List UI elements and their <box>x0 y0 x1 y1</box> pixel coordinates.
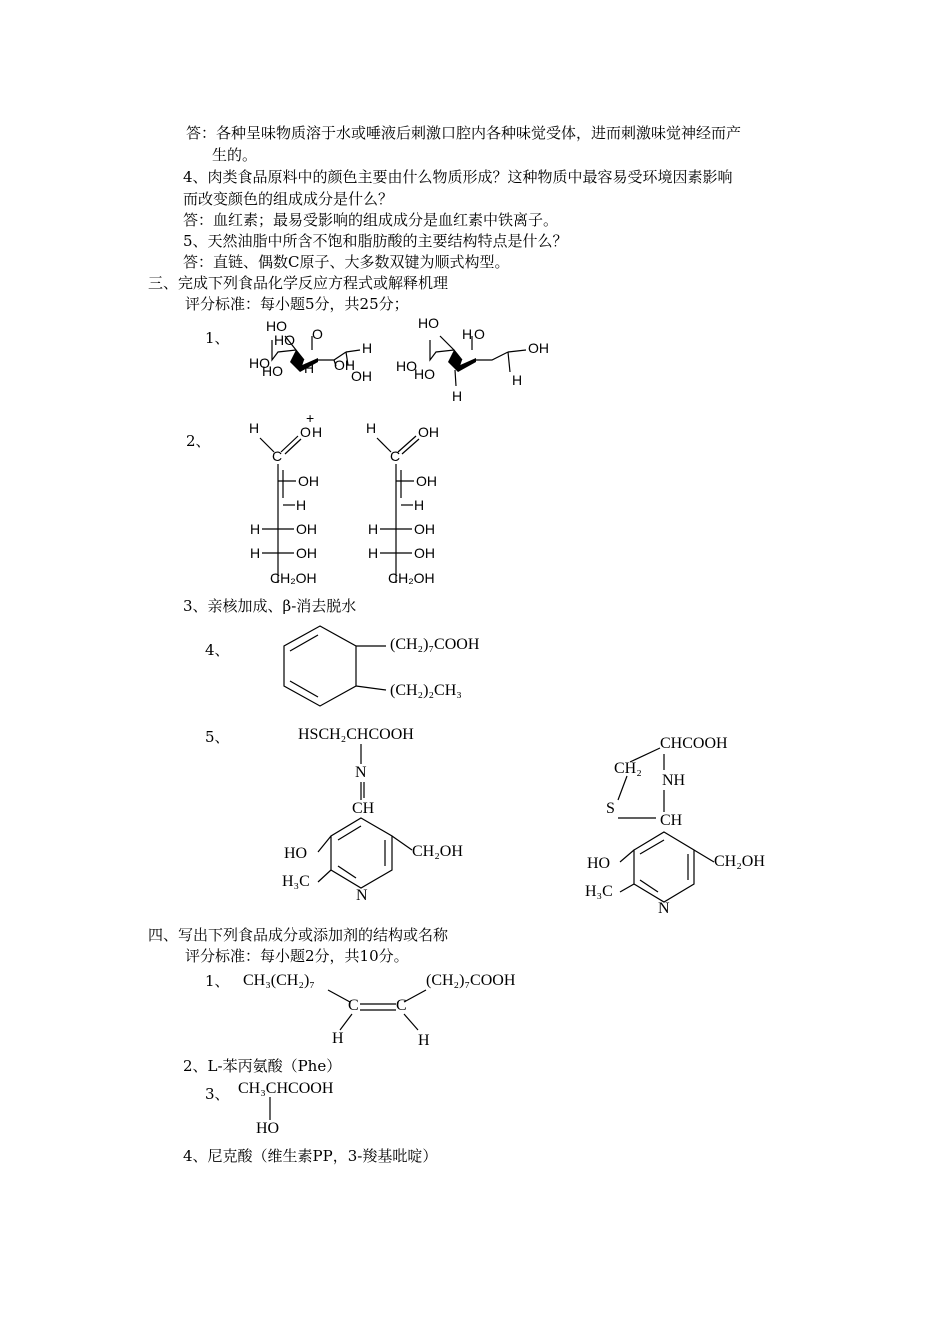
schiff-ring-n: N <box>356 887 368 904</box>
chain-a-oh4: OH <box>296 545 317 561</box>
thz-ch: CH <box>660 812 683 829</box>
sugar-b-h2: H <box>512 372 523 388</box>
section-3-score: 评分标准：每小题5分，共25分； <box>185 295 409 313</box>
sugar-b-oh1: OH <box>528 340 549 356</box>
section-4-score: 评分标准：每小题2分，共10分。 <box>185 947 409 965</box>
chain-b-ch2oh: CH₂OH <box>388 570 435 586</box>
chain-a-oh2: OH <box>298 473 319 489</box>
oleic-left: CH₃(CH₂)₇ <box>243 972 315 989</box>
answer-3-line2: 生的。 <box>212 146 258 164</box>
item-4-3-number: 3、 <box>205 1085 230 1103</box>
chain-a-ch2oh: CH₂OH <box>270 570 317 586</box>
sugar-a-h2: H <box>304 360 315 376</box>
sugar-a-o: O <box>312 326 323 342</box>
sugar-b-h1: H <box>462 326 473 342</box>
chain-b-h4: H <box>368 545 379 561</box>
question-4-line1: 4、肉类食品原料中的颜色主要由什么物质形成？这种物质中最容易受环境因素影响 <box>183 168 733 186</box>
chain-b-oh: OH <box>418 424 439 440</box>
chain-a-h2: H <box>296 497 307 513</box>
sugar-a-ho4: HO <box>262 363 283 379</box>
item-3-2-number: 2、 <box>186 432 211 450</box>
sugar-a-oh1: OH <box>334 357 355 373</box>
chain-b-h3: H <box>368 521 379 537</box>
schiff-h3c: H₃C <box>282 873 310 890</box>
schiff-ch: CH <box>352 800 375 817</box>
schiff-top: HSCH₂CHCOOH <box>298 726 414 743</box>
answer-4: 答：血红素；最易受影响的组成成分是血红素中铁离子。 <box>183 211 559 229</box>
oleic-h1: H <box>332 1030 344 1047</box>
chain-a-h: H <box>249 420 260 436</box>
sugar-a-oh2: OH <box>351 368 372 384</box>
chain-b-h: H <box>366 420 377 436</box>
thz-nh: NH <box>662 772 686 789</box>
item-4-4: 4、尼克酸（维生素PP，3-羧基吡啶） <box>183 1147 438 1165</box>
sugar-b-h3: H <box>452 388 463 404</box>
lactic-ho: HO <box>256 1120 280 1137</box>
thz-ring-n: N <box>658 900 670 917</box>
diene-sub1: (CH₂)₇COOH <box>390 636 480 653</box>
schiff-n: N <box>355 764 367 781</box>
oleic-c2: C <box>396 997 407 1014</box>
item-3-3: 3、亲核加成、β-消去脱水 <box>183 597 357 615</box>
chain-a-h3: H <box>250 521 261 537</box>
item-3-4-number: 4、 <box>205 641 230 659</box>
section-3-heading: 三、完成下列食品化学反应方程式或解释机理 <box>148 274 449 292</box>
thz-ch2: CH₂ <box>614 760 642 777</box>
thz-ch2oh: CH₂OH <box>714 853 765 870</box>
oleic-h2: H <box>418 1032 430 1049</box>
answer-5: 答：直链、偶数C原子、大多数双键为顺式构型。 <box>183 253 510 271</box>
sugar-a-ho2: HO <box>274 332 295 348</box>
thz-ho: HO <box>587 855 611 872</box>
answer-3-line1: 答：各种呈味物质溶于水或唾液后刺激口腔内各种味觉受体，进而刺激味觉神经而产 <box>186 124 742 142</box>
sugar-a-ho3: HO <box>249 355 270 371</box>
thz-chcooh: CHCOOH <box>660 735 728 752</box>
diene-sub2: (CH₂)₂CH₃ <box>390 682 462 699</box>
section-4-heading: 四、写出下列食品成分或添加剂的结构或名称 <box>148 926 449 944</box>
sugar-b-ho3: HO <box>414 366 435 382</box>
sugar-a-ho1: HO <box>266 318 287 334</box>
oleic-c1: C <box>348 997 359 1014</box>
schiff-ch2oh: CH₂OH <box>412 843 463 860</box>
chain-a-top-h: H <box>312 424 323 440</box>
chain-b-oh3: OH <box>414 521 435 537</box>
sugar-a-h1: H <box>362 340 373 356</box>
chain-b-oh2: OH <box>416 473 437 489</box>
sugar-b-ho1: HO <box>418 315 439 331</box>
oleic-right: (CH₂)₇COOH <box>426 972 516 989</box>
chain-b-oh4: OH <box>414 545 435 561</box>
thz-h3c: H₃C <box>585 883 613 900</box>
chain-b-h2: H <box>414 497 425 513</box>
chain-a-o: O <box>300 424 311 440</box>
question-5: 5、天然油脂中所含不饱和脂肪酸的主要结构特点是什么？ <box>183 232 568 250</box>
item-3-1-number: 1、 <box>205 329 230 347</box>
question-4-line2: 而改变颜色的组成成分是什么？ <box>183 190 394 208</box>
thz-s: S <box>606 800 615 817</box>
item-4-1-number: 1、 <box>205 972 230 990</box>
sugar-b-ho2: HO <box>396 358 417 374</box>
lactic-top: CH₃CHCOOH <box>238 1080 334 1097</box>
schiff-ho: HO <box>284 845 308 862</box>
chain-a-c: C <box>272 448 283 464</box>
chain-a-h4: H <box>250 545 261 561</box>
chain-a-plus: + <box>306 410 315 426</box>
item-4-2: 2、L-苯丙氨酸（Phe） <box>183 1057 342 1075</box>
item-3-5-number: 5、 <box>205 728 230 746</box>
sugar-b-o: O <box>474 326 485 342</box>
chain-b-c: C <box>390 448 401 464</box>
chain-a-oh3: OH <box>296 521 317 537</box>
